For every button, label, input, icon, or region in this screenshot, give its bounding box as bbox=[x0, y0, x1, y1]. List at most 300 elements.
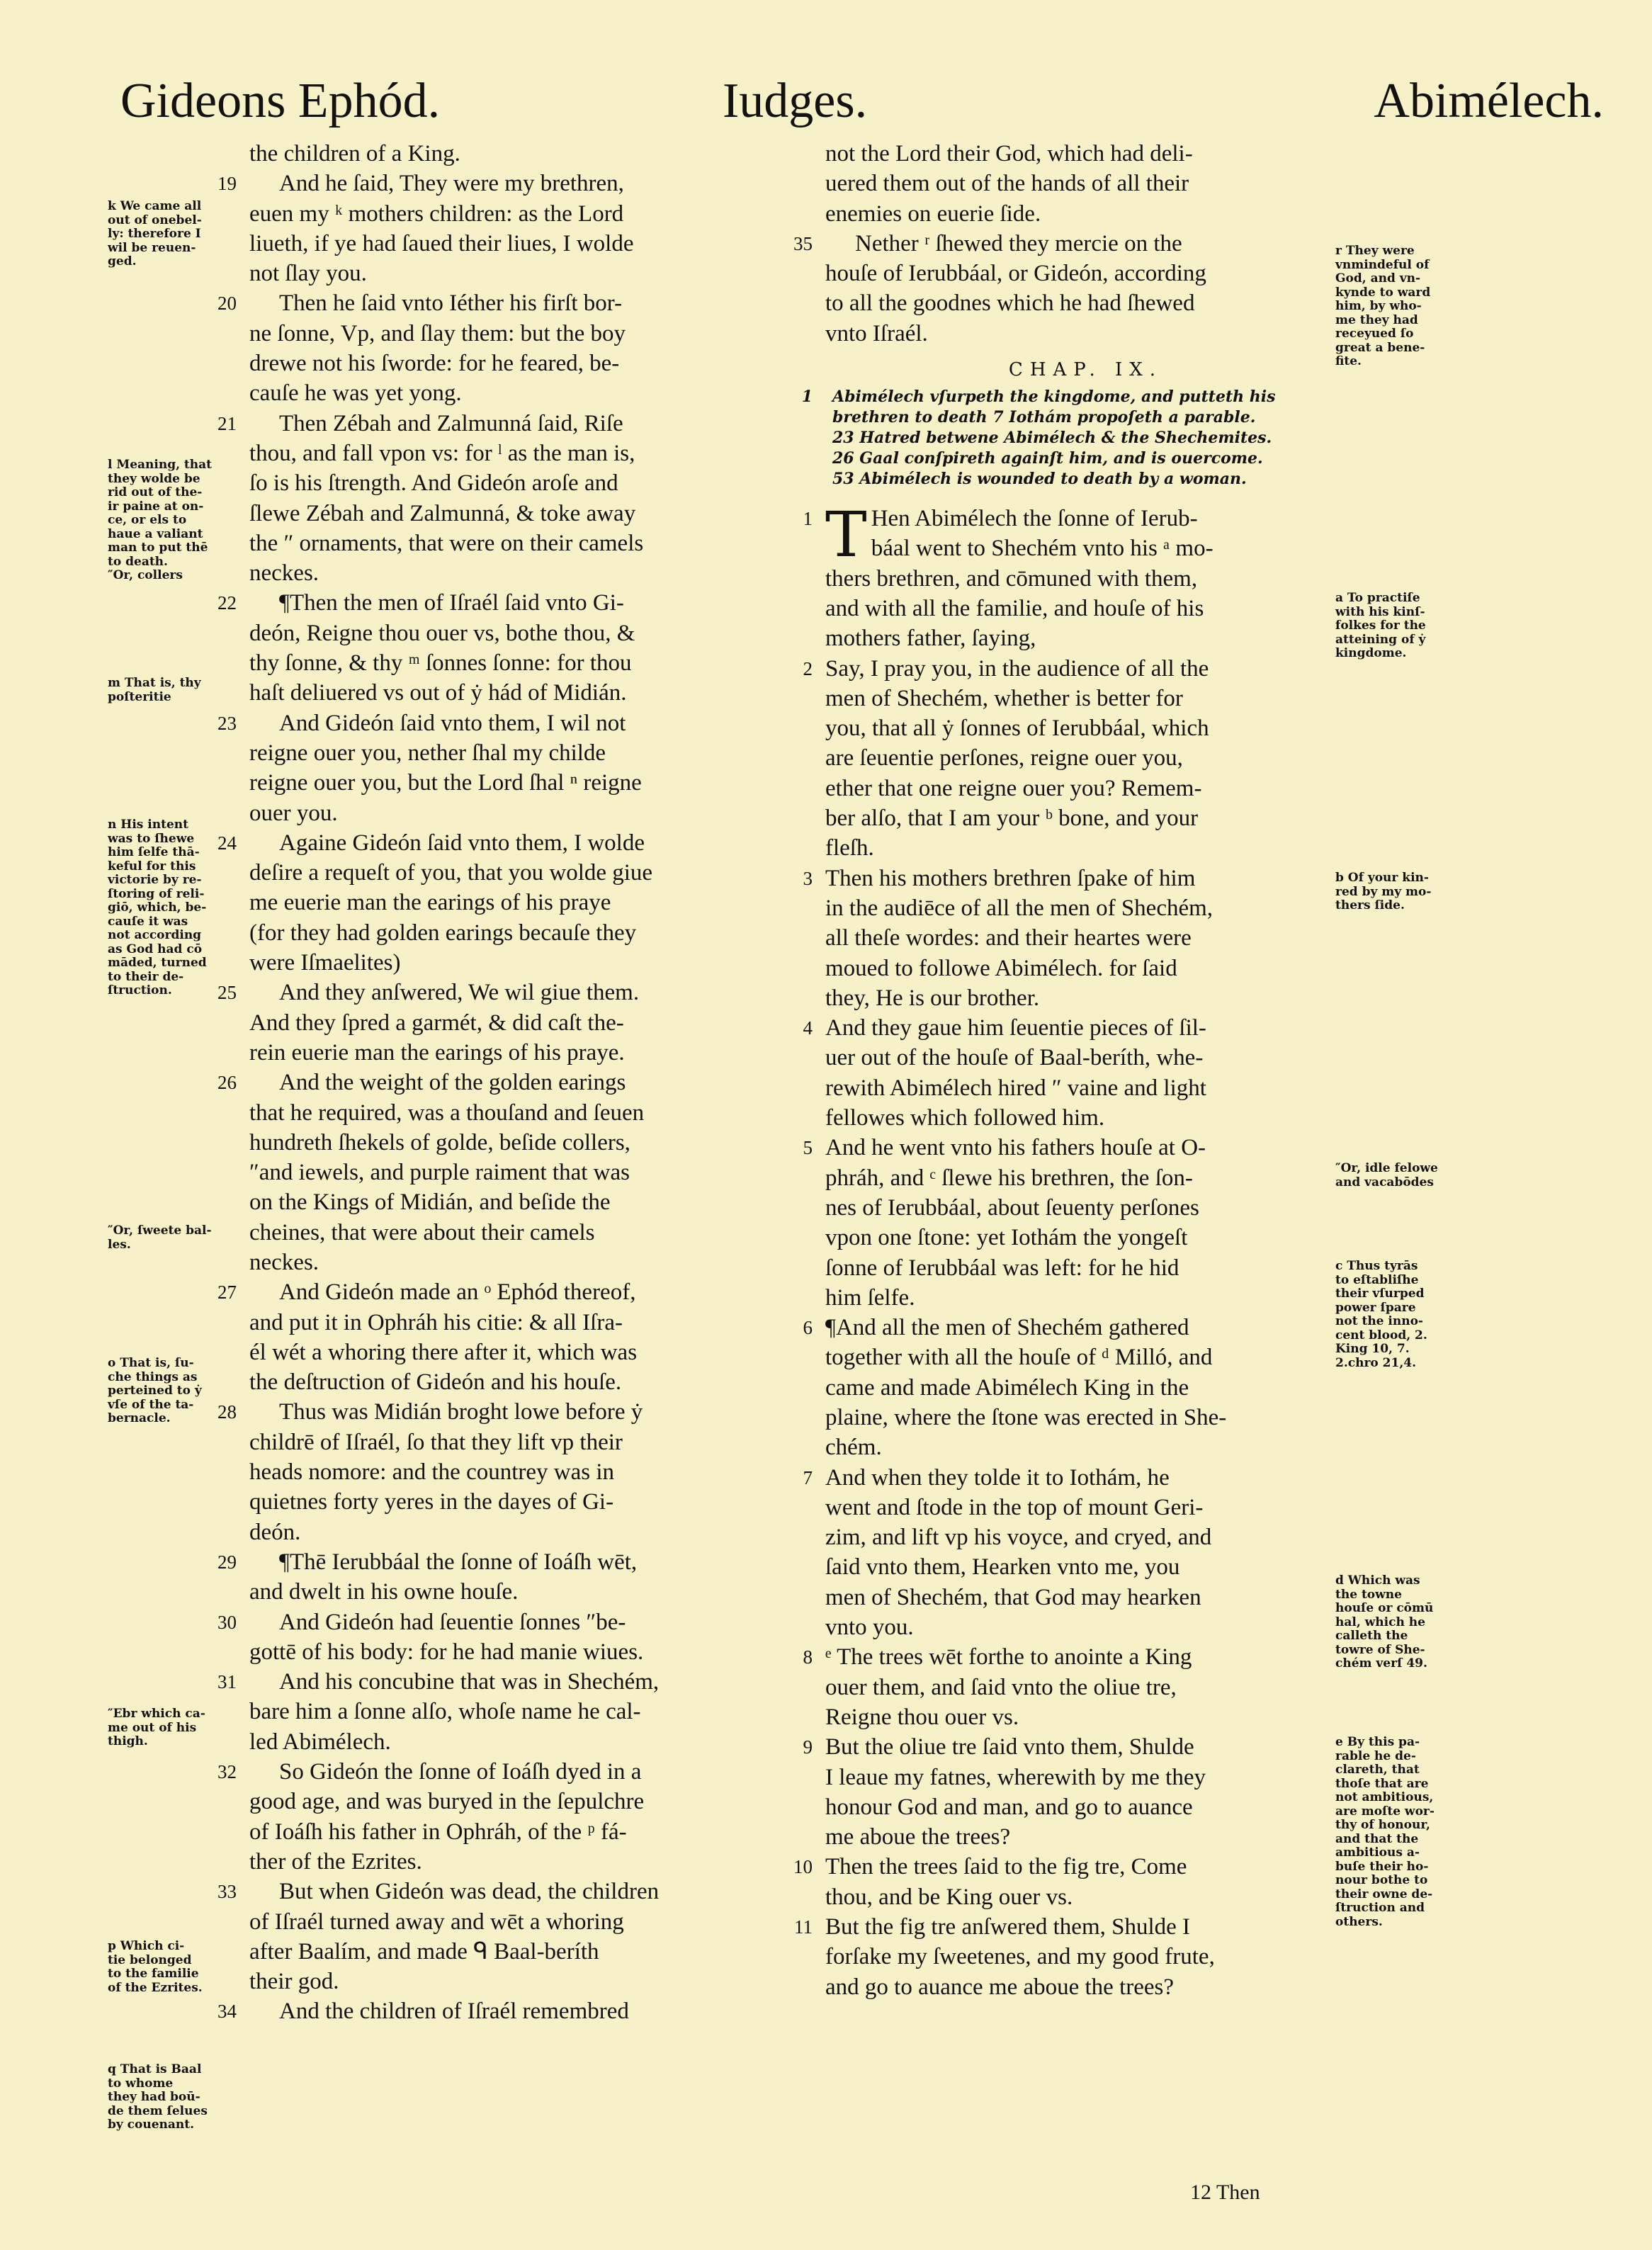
note-line: not ambitious, bbox=[1335, 1790, 1434, 1804]
marginal-note bbox=[108, 1940, 242, 1995]
right-column-body-text bbox=[793, 564, 1346, 2002]
line-text: Then his mothers brethren ſpake of him bbox=[825, 865, 1196, 891]
left-text-column bbox=[217, 139, 791, 2027]
note-line: thy of honour, bbox=[1335, 1818, 1430, 1832]
note-line: are moſte wor- bbox=[1335, 1804, 1435, 1819]
note-line: me they had bbox=[1335, 312, 1418, 327]
line-text: neckes. bbox=[249, 1249, 319, 1275]
note-line: thigh. bbox=[108, 1734, 148, 1748]
line-text: him ſelfe. bbox=[825, 1284, 915, 1311]
line-text: good age, and was buryed in the ſepulchre bbox=[249, 1789, 645, 1815]
text-line bbox=[249, 948, 791, 978]
text-line bbox=[217, 1757, 791, 1787]
text-line bbox=[825, 1792, 1346, 1822]
verse-number: 3 bbox=[803, 867, 813, 889]
line-text: reigne ouer you, but the Lord ſhal ⁿ reigne bbox=[249, 770, 642, 796]
text-line bbox=[249, 1967, 791, 1996]
note-line: out of onebel- bbox=[108, 213, 202, 227]
line-text: of Iſraél turned away and wēt a whoring bbox=[249, 1909, 624, 1935]
text-line bbox=[249, 1428, 791, 1457]
text-line bbox=[825, 1373, 1346, 1403]
text-line bbox=[249, 499, 791, 528]
line-text: Hen Abimélech the ſonne of Ierub- bbox=[871, 506, 1198, 532]
line-text: ᵉ The trees wēt forthe to anointe a King bbox=[825, 1644, 1192, 1670]
line-text: And Gideón had ſeuentie ſonnes ″be- bbox=[279, 1609, 626, 1635]
line-text: Then the trees ſaid to the fig tre, Come bbox=[825, 1854, 1187, 1880]
text-line bbox=[249, 1008, 791, 1038]
text-line bbox=[217, 1607, 791, 1637]
note-line: r They were bbox=[1335, 244, 1415, 258]
line-text: Reigne thou ouer vs. bbox=[825, 1704, 1019, 1730]
note-line: wil be reuen- bbox=[108, 240, 196, 255]
note-line: red by my mo- bbox=[1335, 884, 1432, 899]
note-line: o That is, ſu- bbox=[108, 1356, 194, 1370]
right-column-top-text bbox=[793, 139, 1346, 349]
line-text: chém. bbox=[825, 1435, 882, 1461]
line-text: And the weight of the golden earings bbox=[279, 1070, 626, 1096]
text-line bbox=[217, 978, 791, 1007]
text-line bbox=[803, 1313, 1346, 1342]
line-text: and put it in Ophráh his citie: & all Iſra- bbox=[249, 1309, 623, 1335]
line-text: the children of a King. bbox=[249, 141, 460, 166]
text-line bbox=[825, 1493, 1346, 1522]
note-line: e By this pa- bbox=[1335, 1735, 1420, 1749]
line-text: deón. bbox=[249, 1519, 301, 1545]
text-line bbox=[825, 713, 1346, 743]
line-text: not ſlay you. bbox=[249, 261, 367, 287]
line-text: euen my ᵏ mothers children: as the Lord bbox=[249, 200, 624, 227]
text-line bbox=[249, 439, 791, 468]
note-line: kynde to ward bbox=[1335, 285, 1431, 300]
text-line bbox=[249, 139, 791, 169]
text-line bbox=[249, 558, 791, 588]
note-line: b Of your kin- bbox=[1335, 871, 1429, 885]
line-text: that he required, was a thouſand and ſeuen bbox=[249, 1099, 645, 1126]
note-line: thoſe that are bbox=[1335, 1776, 1429, 1791]
note-line: giō, which, be- bbox=[108, 900, 207, 915]
text-line bbox=[825, 774, 1346, 803]
running-header bbox=[0, 62, 1652, 140]
text-line bbox=[825, 623, 1346, 653]
text-line bbox=[249, 1907, 791, 1937]
drop-cap: T bbox=[825, 498, 867, 572]
text-line bbox=[825, 1552, 1346, 1582]
line-text: Nether ʳ ſhewed they mercie on the bbox=[855, 230, 1182, 256]
line-text: I leaue my fatnes, wherewith by me they bbox=[825, 1764, 1206, 1790]
text-line bbox=[825, 1432, 1346, 1462]
text-line bbox=[825, 139, 1346, 169]
note-line: their owne de- bbox=[1335, 1887, 1433, 1901]
text-line bbox=[825, 1583, 1346, 1612]
line-text: cauſe he was yet yong. bbox=[249, 380, 462, 407]
note-line: was to ſhewe bbox=[108, 831, 195, 846]
line-text: liueth, if ye had ſaued their liues, I wolde bbox=[249, 230, 634, 256]
note-line: man to put thē bbox=[108, 541, 208, 555]
argument-line bbox=[825, 407, 1346, 428]
note-line: folkes for the bbox=[1335, 618, 1426, 633]
text-line bbox=[793, 229, 1346, 259]
text-line bbox=[249, 1158, 791, 1187]
line-text: ne ſonne, Vp, and ſlay them: but the boy bbox=[249, 320, 626, 346]
text-line bbox=[249, 918, 791, 948]
note-line: by couenant. bbox=[108, 2118, 195, 2132]
line-text: houſe of Ierubbáal, or Gideón, according bbox=[825, 261, 1206, 287]
verse-number: 30 bbox=[217, 1611, 237, 1633]
note-line: m That is, thy bbox=[108, 676, 201, 690]
line-text: And the children of Iſraél remembred bbox=[279, 1999, 629, 2025]
marginal-note bbox=[108, 1707, 242, 1749]
argument-verse-ref: 1 bbox=[801, 388, 813, 407]
verse-number: 22 bbox=[217, 592, 237, 614]
text-line bbox=[825, 1522, 1346, 1552]
note-line: to the familie bbox=[108, 1967, 199, 1981]
line-text: And he went vnto his fathers houſe at O- bbox=[825, 1135, 1206, 1161]
text-line bbox=[825, 1763, 1346, 1792]
marginal-note bbox=[1335, 592, 1452, 661]
line-text: haſt deliuered vs out of ẏ hád of Midián. bbox=[249, 680, 627, 706]
note-line: ″Or, idle felowe bbox=[1335, 1161, 1438, 1175]
line-text: vnto you. bbox=[825, 1615, 914, 1641]
line-text: plaine, where the ſtone was erected in She- bbox=[825, 1404, 1227, 1430]
text-line bbox=[825, 259, 1346, 288]
line-text: thers brethren, and cōmuned with them, bbox=[825, 565, 1198, 592]
argument-text: 26 Gaal conſpireth againſt him, and is ouercome. bbox=[832, 449, 1263, 468]
note-line: and vacabōdes bbox=[1335, 1175, 1434, 1189]
line-text: Thus was Midián broght lowe before ẏ bbox=[279, 1399, 643, 1425]
text-line bbox=[825, 199, 1346, 229]
line-text: And they anſwered, We wil giue them. bbox=[279, 980, 640, 1006]
note-line: rable he de- bbox=[1335, 1748, 1416, 1763]
note-line: poſteritie bbox=[108, 689, 171, 704]
text-line bbox=[825, 983, 1346, 1013]
text-line bbox=[825, 954, 1346, 983]
text-line bbox=[249, 1577, 791, 1607]
line-text: you, that all ẏ ſonnes of Ierubbáal, which bbox=[825, 716, 1209, 742]
text-line bbox=[249, 648, 791, 678]
line-text: rein euerie man the earings of his praye. bbox=[249, 1039, 625, 1065]
line-text: of Ioáſh his father in Ophráh, of the ᵖ fá- bbox=[249, 1819, 627, 1845]
verse-number: 23 bbox=[217, 712, 237, 734]
text-line bbox=[803, 864, 1346, 893]
line-text: in the audiēce of all the men of Shechém, bbox=[825, 895, 1213, 921]
line-text: ouer them, and ſaid vnto the oliue tre, bbox=[825, 1674, 1177, 1700]
note-line: me out of his bbox=[108, 1720, 197, 1735]
note-line: les. bbox=[108, 1237, 131, 1252]
text-line bbox=[825, 1342, 1346, 1372]
text-line bbox=[249, 1817, 791, 1847]
note-line: keful for this bbox=[108, 859, 196, 874]
right-text-column bbox=[793, 139, 1346, 2002]
line-text: nes of Ierubbáal, about ſeuenty perſones bbox=[825, 1194, 1199, 1221]
line-text: forſake my ſweetenes, and my good frute, bbox=[825, 1944, 1215, 1970]
text-line bbox=[825, 1103, 1346, 1133]
text-line bbox=[249, 1937, 791, 1967]
line-text: thou, and fall vpon vs: for ˡ as the man is, bbox=[249, 440, 635, 466]
text-line bbox=[217, 1667, 791, 1697]
text-line bbox=[217, 1877, 791, 1906]
text-line bbox=[249, 229, 791, 259]
note-line: de them ſelues bbox=[108, 2103, 208, 2118]
line-text: uered them out of the hands of all their bbox=[825, 171, 1189, 197]
verse-number: 4 bbox=[803, 1017, 813, 1039]
line-text: men of Shechém, whether is better for bbox=[825, 685, 1183, 711]
line-text: fellowes which followed him. bbox=[825, 1105, 1105, 1131]
text-line bbox=[825, 594, 1346, 623]
header-left-title: Gideons Ephód. bbox=[120, 74, 441, 128]
verse-number: 7 bbox=[803, 1466, 813, 1488]
note-line: ″Or, collers bbox=[108, 568, 183, 582]
line-text: hundreth ſhekels of golde, beſide collers, bbox=[249, 1129, 630, 1155]
verse-number: 11 bbox=[794, 1916, 813, 1938]
text-line bbox=[249, 1308, 791, 1338]
text-line bbox=[249, 1248, 791, 1277]
line-text: ¶And all the men of Shechém gathered bbox=[825, 1315, 1189, 1341]
line-text: and go to auance me aboue the trees? bbox=[825, 1974, 1175, 2000]
note-line: vſe of the ta- bbox=[108, 1397, 194, 1412]
note-line: ged. bbox=[108, 254, 137, 268]
text-line bbox=[217, 1996, 791, 2026]
text-line bbox=[825, 1073, 1346, 1103]
note-line: ″Ebr which ca- bbox=[108, 1707, 205, 1721]
line-text: are ſeuentie perſones, reigne ouer you, bbox=[825, 745, 1183, 771]
verse-number: 28 bbox=[217, 1401, 237, 1423]
text-line bbox=[217, 588, 791, 618]
note-line: not according bbox=[108, 928, 202, 942]
line-text: on the Kings of Midián, and beſide the bbox=[249, 1189, 611, 1216]
note-line: clareth, that bbox=[1335, 1763, 1420, 1777]
text-line bbox=[825, 1822, 1346, 1852]
text-line bbox=[249, 1787, 791, 1816]
line-text: uer out of the houſe of Baal-beríth, whe- bbox=[825, 1045, 1204, 1071]
text-line bbox=[825, 1972, 1346, 2002]
verse-number: 10 bbox=[793, 1856, 813, 1878]
note-line: calleth the bbox=[1335, 1629, 1408, 1643]
text-line bbox=[249, 678, 791, 708]
marginal-note bbox=[1335, 871, 1452, 913]
note-line: chém verſ 49. bbox=[1335, 1656, 1427, 1670]
text-line bbox=[803, 1463, 1346, 1493]
text-line bbox=[825, 1193, 1346, 1223]
text-line bbox=[249, 319, 791, 349]
text-line bbox=[825, 1882, 1346, 1912]
argument-text: 23 Hatred betwene Abimélech & the Shechemites. bbox=[832, 429, 1272, 448]
note-line: their vſurped bbox=[1335, 1287, 1425, 1301]
note-line: as God had cō bbox=[108, 942, 203, 956]
text-line bbox=[825, 169, 1346, 198]
text-line bbox=[825, 1942, 1346, 1972]
line-text: ber alſo, that I am your ᵇ bone, and your bbox=[825, 805, 1199, 832]
chapter-heading: CHAP. IX. bbox=[1008, 359, 1163, 381]
line-text: together with all the houſe of ᵈ Milló, and bbox=[825, 1345, 1213, 1371]
note-line: ce, or els to bbox=[108, 513, 187, 527]
argument-line bbox=[825, 469, 1346, 490]
note-line: with his kinſ- bbox=[1335, 604, 1425, 619]
note-line: to eſtabliſhe bbox=[1335, 1272, 1419, 1287]
line-text: were Iſmaelites) bbox=[249, 950, 401, 976]
line-text: all theſe wordes: and their heartes were bbox=[825, 925, 1192, 951]
text-line bbox=[249, 1218, 791, 1248]
line-text: zim, and lift vp his voyce, and cryed, and bbox=[825, 1525, 1212, 1551]
line-text: But the fig tre anſwered them, Shulde I bbox=[825, 1914, 1191, 1940]
text-line bbox=[217, 1277, 791, 1307]
text-line bbox=[825, 923, 1346, 953]
note-line: haue a valiant bbox=[108, 526, 203, 541]
line-text: men of Shechém, that God may hearken bbox=[825, 1584, 1201, 1610]
text-line bbox=[249, 1487, 791, 1517]
text-line bbox=[825, 1223, 1346, 1253]
line-text: fleſh. bbox=[825, 835, 874, 861]
text-line bbox=[249, 1128, 791, 1158]
text-line bbox=[249, 1367, 791, 1397]
line-text: heads nomore: and the countrey was in bbox=[249, 1459, 615, 1486]
note-line: great a bene- bbox=[1335, 340, 1425, 355]
text-line bbox=[249, 1517, 791, 1547]
marginal-note bbox=[108, 2063, 242, 2132]
note-line: the towne bbox=[1335, 1587, 1402, 1602]
text-line bbox=[803, 1013, 1346, 1043]
note-line: 2.chro 21,4. bbox=[1335, 1355, 1416, 1370]
line-text: the ″ ornaments, that were on their camels bbox=[249, 530, 644, 556]
note-line: cent blood, 2. bbox=[1335, 1328, 1427, 1342]
note-line: houſe or cōmū bbox=[1335, 1601, 1434, 1615]
line-text: enemies on euerie ſide. bbox=[825, 200, 1041, 227]
note-line: l Meaning, that bbox=[108, 458, 213, 472]
argument-text: Abimélech vſurpeth the kingdome, and putteth his bbox=[832, 388, 1276, 407]
header-right-title: Abimélech. bbox=[1374, 74, 1604, 128]
note-line: ſtoring of reli- bbox=[108, 886, 205, 901]
line-text: Then he ſaid vnto Iéther his firſt bor- bbox=[279, 290, 623, 317]
line-text: ¶Then the men of Iſraél ſaid vnto Gi- bbox=[279, 590, 624, 616]
text-line bbox=[217, 1397, 791, 1427]
text-line bbox=[825, 803, 1346, 833]
note-line: others. bbox=[1335, 1914, 1383, 1929]
line-text: ſonne of Ierubbáal was left: for he hid bbox=[825, 1255, 1179, 1281]
note-line: God, and vn- bbox=[1335, 271, 1421, 286]
note-line: kingdome. bbox=[1335, 646, 1407, 660]
line-text: the deſtruction of Gideón and his houſe. bbox=[249, 1369, 622, 1396]
line-text: childrē of Iſraél, ſo that they lift vp their bbox=[249, 1429, 623, 1455]
line-text: came and made Abimélech King in the bbox=[825, 1374, 1189, 1401]
note-line: to death. bbox=[108, 554, 168, 569]
line-text: ″and iewels, and purple raiment that was bbox=[249, 1160, 630, 1186]
note-line: him, by who- bbox=[1335, 299, 1422, 313]
verse-number: 1 bbox=[803, 508, 813, 530]
text-line bbox=[825, 1702, 1346, 1732]
text-line bbox=[825, 1673, 1346, 1702]
marginal-note bbox=[1335, 244, 1452, 369]
argument-text: brethren to death 7 Iothám propoſeth a parable. bbox=[832, 408, 1256, 427]
line-text: vnto Iſraél. bbox=[825, 320, 928, 346]
note-line: atteining of ẏ bbox=[1335, 632, 1426, 647]
text-line bbox=[249, 858, 791, 888]
text-line bbox=[249, 378, 791, 408]
note-line: ir paine at on- bbox=[108, 499, 204, 514]
note-line: fite. bbox=[1335, 354, 1362, 368]
note-line: a To practiſe bbox=[1335, 591, 1420, 605]
text-line bbox=[249, 1727, 791, 1757]
note-line: c Thus tyrās bbox=[1335, 1259, 1418, 1273]
verse-number: 8 bbox=[803, 1646, 813, 1668]
text-line bbox=[825, 1283, 1346, 1313]
note-line: ſtruction. bbox=[108, 983, 172, 997]
text-line bbox=[249, 1038, 791, 1068]
line-text: And Gideón ſaid vnto them, I wil not bbox=[279, 710, 626, 736]
text-line bbox=[825, 288, 1346, 318]
note-line: to their de- bbox=[108, 969, 184, 984]
note-line: they wolde be bbox=[108, 471, 200, 486]
note-line: not the inno- bbox=[1335, 1314, 1423, 1328]
verse-number: 32 bbox=[217, 1761, 237, 1783]
line-text: reigne ouer you, nether ſhal my childe bbox=[249, 740, 606, 766]
opening-line bbox=[825, 533, 1346, 563]
line-text: thy ſonne, & thy ᵐ ſonnes ſonne: for thou bbox=[249, 650, 632, 677]
note-line: him ſelfe thā- bbox=[108, 845, 200, 859]
verse-number: 31 bbox=[217, 1671, 237, 1693]
note-line: receyued ſo bbox=[1335, 327, 1414, 341]
line-text: drewe not his ſworde: for he feared, be- bbox=[249, 351, 620, 377]
text-line bbox=[249, 528, 791, 558]
text-line bbox=[217, 828, 791, 858]
text-line bbox=[803, 654, 1346, 684]
text-line bbox=[825, 1043, 1346, 1073]
text-line bbox=[249, 1697, 791, 1726]
note-line: cauſe it was bbox=[108, 914, 188, 929]
line-text: thou, and be King ouer vs. bbox=[825, 1884, 1073, 1910]
note-line: n His intent bbox=[108, 818, 188, 832]
argument-text: 53 Abimélech is wounded to death by a woman. bbox=[832, 470, 1247, 489]
line-text: báal went to Shechém vnto his ᵃ mo- bbox=[871, 536, 1213, 562]
note-line: victorie by re- bbox=[108, 873, 202, 887]
text-line bbox=[249, 1457, 791, 1487]
marginal-note bbox=[1335, 1162, 1452, 1189]
text-line bbox=[249, 1338, 791, 1367]
line-text: and with all the familie, and houſe of his bbox=[825, 595, 1204, 621]
verse-number: 27 bbox=[217, 1282, 237, 1304]
text-line bbox=[217, 1068, 791, 1097]
line-text: Then Zébah and Zalmunná ſaid, Riſe bbox=[279, 410, 623, 436]
note-line: che things as bbox=[108, 1369, 198, 1384]
note-line: rid out of the- bbox=[108, 485, 203, 499]
text-line bbox=[249, 1098, 791, 1128]
text-line bbox=[249, 618, 791, 648]
note-line: they had boū- bbox=[108, 2090, 200, 2104]
line-text: me euerie man the earings of his praye bbox=[249, 890, 611, 916]
argument-line bbox=[801, 387, 1346, 407]
verse-number: 34 bbox=[217, 2001, 237, 2023]
text-line bbox=[249, 259, 791, 288]
text-line bbox=[825, 833, 1346, 863]
line-text: mothers father, ſaying, bbox=[825, 626, 1036, 652]
line-text: And they gaue him ſeuentie pieces of ſil- bbox=[825, 1015, 1206, 1041]
line-text: gottē of his body: for he had manie wiues. bbox=[249, 1639, 644, 1665]
line-text: And when they tolde it to Iothám, he bbox=[825, 1464, 1170, 1491]
line-text: But the oliue tre ſaid vnto them, Shulde bbox=[825, 1734, 1194, 1760]
catchword: 12 Then bbox=[1190, 2181, 1260, 2204]
argument-line bbox=[825, 428, 1346, 448]
text-line bbox=[794, 1912, 1346, 1942]
text-line bbox=[217, 1547, 791, 1577]
line-text: they, He is our brother. bbox=[825, 985, 1040, 1011]
text-line bbox=[825, 564, 1346, 594]
text-line bbox=[217, 169, 791, 198]
note-line: ″Or, ſweete bal- bbox=[108, 1223, 212, 1238]
verse-number: 6 bbox=[803, 1317, 813, 1339]
marginal-note bbox=[1335, 1574, 1452, 1671]
line-text: And Gideón made an ᵒ Ephód thereof, bbox=[279, 1279, 636, 1306]
marginal-note bbox=[1335, 1260, 1452, 1370]
line-text: me aboue the trees? bbox=[825, 1824, 1011, 1850]
line-text: And his concubine that was in Shechém, bbox=[279, 1669, 660, 1695]
